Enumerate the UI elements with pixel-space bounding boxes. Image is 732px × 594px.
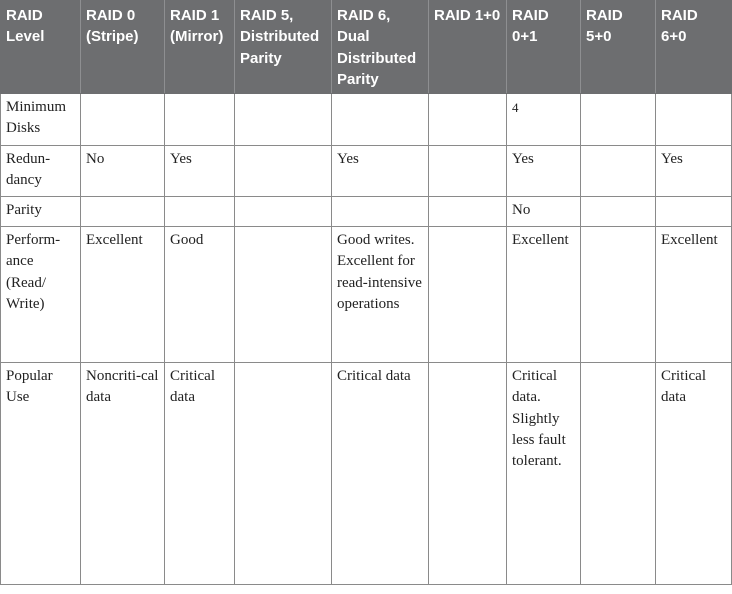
cell-raid-6-0 <box>656 197 732 227</box>
cell-raid-5-0 <box>581 197 656 227</box>
cell-raid-1-0 <box>429 197 507 227</box>
cell-raid-6-0: Yes <box>656 146 732 197</box>
cell-raid-6 <box>332 94 429 146</box>
cell-raid-6: Critical data <box>332 363 429 585</box>
cell-raid-1-0 <box>429 363 507 585</box>
cell-raid-1: Good <box>165 227 235 363</box>
cell-raid-0-1: Excellent <box>507 227 581 363</box>
cell-raid-0: Excellent <box>81 227 165 363</box>
cell-raid-5-0 <box>581 94 656 146</box>
row-label: Parity <box>1 197 81 227</box>
cell-raid-5 <box>235 197 332 227</box>
cell-raid-0 <box>81 197 165 227</box>
cell-raid-6 <box>332 197 429 227</box>
cell-raid-0-1: 4 <box>507 94 581 146</box>
cell-raid-0 <box>81 94 165 146</box>
header-raid-0-1: RAID 0+1 <box>507 1 581 94</box>
cell-raid-5 <box>235 363 332 585</box>
cell-raid-5-0 <box>581 146 656 197</box>
cell-raid-5-0 <box>581 363 656 585</box>
cell-raid-0-1: No <box>507 197 581 227</box>
table-row-redundancy <box>1 146 732 197</box>
header-raid-level: RAID Level <box>1 1 81 94</box>
cell-raid-1-0 <box>429 94 507 146</box>
row-label: Perform-ance (Read/ Write) <box>1 227 81 363</box>
row-label: Minimum Disks <box>1 94 81 146</box>
row-label: Redun-dancy <box>1 146 81 197</box>
header-raid-5: RAID 5, Distributed Parity <box>235 1 332 94</box>
header-raid-6: RAID 6, Dual Distributed Parity <box>332 1 429 94</box>
cell-raid-5 <box>235 227 332 363</box>
cell-raid-5 <box>235 146 332 197</box>
cell-raid-1: Yes <box>165 146 235 197</box>
header-raid-1-0: RAID 1+0 <box>429 1 507 94</box>
cell-raid-5-0 <box>581 227 656 363</box>
cell-raid-0-1: Critical data. Slightly less fault tolerant. <box>507 363 581 585</box>
cell-raid-1 <box>165 94 235 146</box>
cell-raid-1-0 <box>429 146 507 197</box>
row-label: Popular Use <box>1 363 81 585</box>
table-row-minimum-disks <box>1 94 732 146</box>
cell-raid-1: Critical data <box>165 363 235 585</box>
header-row <box>1 1 732 94</box>
header-raid-5-0: RAID 5+0 <box>581 1 656 94</box>
cell-raid-1-0 <box>429 227 507 363</box>
cell-raid-6: Yes <box>332 146 429 197</box>
header-raid-1: RAID 1 (Mirror) <box>165 1 235 94</box>
cell-raid-0: Noncriti-cal data <box>81 363 165 585</box>
cell-raid-1 <box>165 197 235 227</box>
header-raid-0: RAID 0 (Stripe) <box>81 1 165 94</box>
cell-raid-5 <box>235 94 332 146</box>
cell-raid-0: No <box>81 146 165 197</box>
cell-raid-6-0 <box>656 94 732 146</box>
table-row-performance <box>1 227 732 363</box>
table-row-popular-use <box>1 363 732 585</box>
cell-raid-0-1: Yes <box>507 146 581 197</box>
table-row-parity <box>1 197 732 227</box>
cell-raid-6: Good writes. Excellent for read-intensive operations <box>332 227 429 363</box>
cell-raid-6-0: Critical data <box>656 363 732 585</box>
cell-raid-6-0: Excellent <box>656 227 732 363</box>
header-raid-6-0: RAID 6+0 <box>656 1 732 94</box>
